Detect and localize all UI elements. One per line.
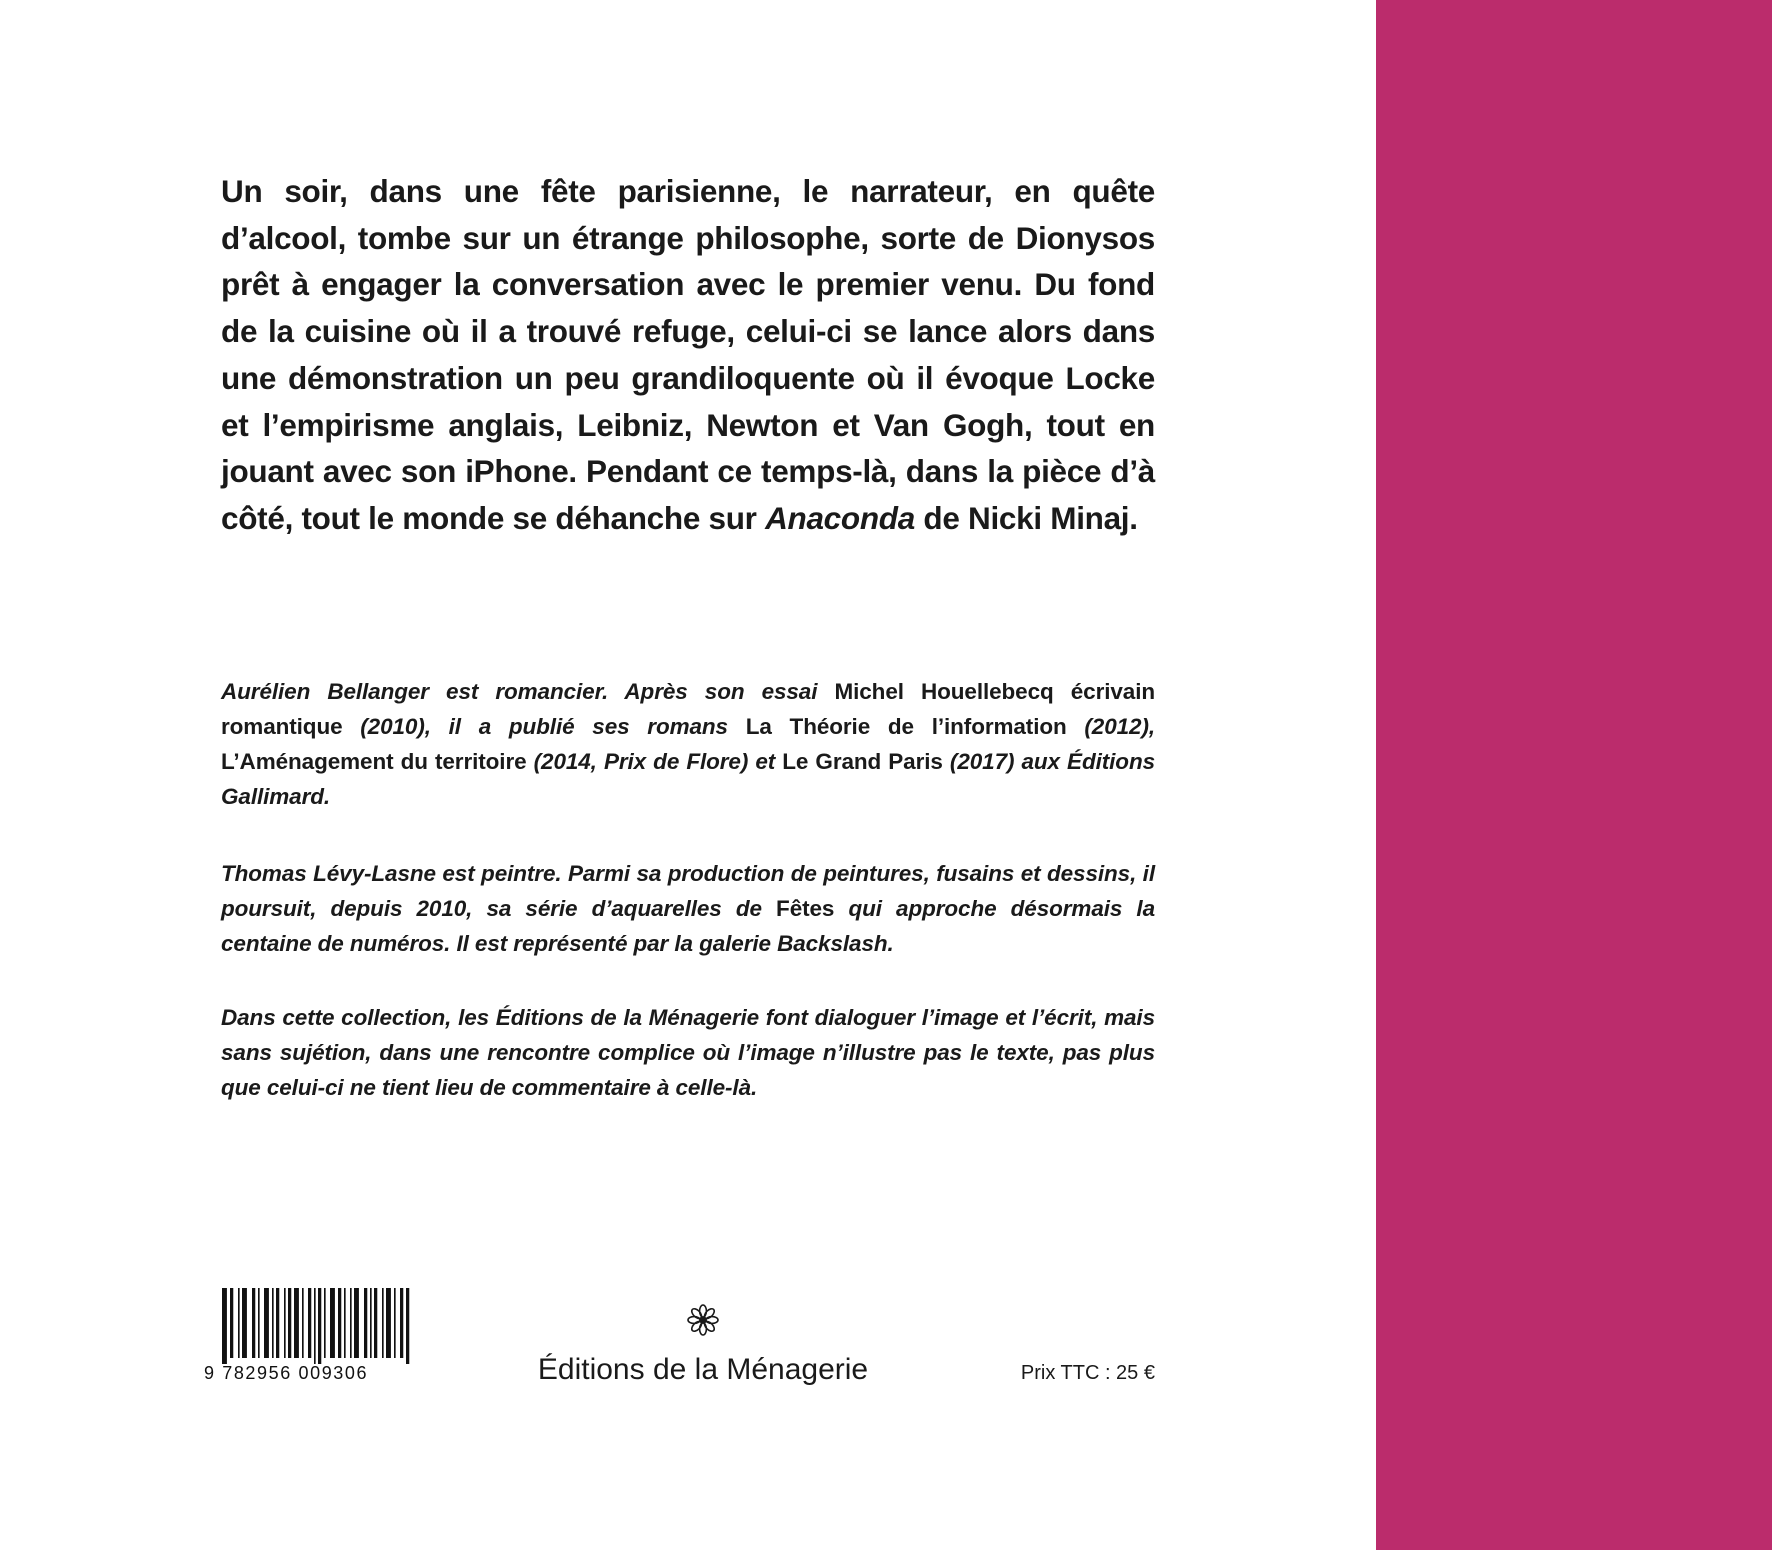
barcode-bar	[294, 1288, 299, 1358]
barcode-bar	[258, 1288, 260, 1358]
flower-ornament-icon	[686, 1303, 720, 1337]
barcode-bar	[374, 1288, 377, 1358]
barcode-bar	[400, 1288, 403, 1358]
barcode-bar	[406, 1288, 409, 1364]
painter-bio-text: Thomas Lévy-Lasne est peintre. Parmi sa production de peintures, fusains et dessins, il poursuit, depuis 2010, sa série d’aquarelles de	[221, 861, 1155, 921]
barcode-bar	[284, 1288, 286, 1358]
price-label: Prix TTC : 25 €	[1020, 1362, 1155, 1384]
author-book-title: Le Grand Paris	[782, 749, 943, 774]
author-bio-text: (2014, Prix de Flore) et	[526, 749, 783, 774]
barcode-bar	[354, 1288, 359, 1358]
barcode-bar	[344, 1288, 346, 1358]
painter-bio	[221, 856, 1155, 961]
barcode-bar	[330, 1288, 335, 1358]
barcode-bar	[370, 1288, 372, 1358]
barcode-bar	[386, 1288, 391, 1358]
barcode-bar	[242, 1288, 247, 1358]
collection-note	[221, 1000, 1155, 1105]
barcode-bar	[272, 1288, 274, 1358]
barcode-bar	[222, 1288, 227, 1364]
barcode-bar	[338, 1288, 341, 1358]
barcode-bar	[308, 1288, 311, 1358]
author-book-title: Michel Houellebecq écrivain romantique	[221, 679, 1156, 739]
painter-series-title: Fêtes	[776, 896, 835, 921]
author-book-title: La Théorie de l’information	[745, 714, 1067, 739]
barcode-bar	[324, 1288, 326, 1358]
barcode-bar	[264, 1288, 269, 1358]
blurb-lead: Un soir, dans une fête parisienne, le narrateur, en quête d’alcool, tombe sur un étrange philosophe, sorte de Dionysos prêt à engager la conversation avec le premier venu. Du fond de la cuisine où il a trouvé refuge, celui-ci se lance alors dans une démonstration un peu grandiloquente où il évoque Locke et l’empirisme anglais, Leibniz, Newton et Van Gogh, tout en jouant avec son iPhone. Pendant ce temps-là, dans la pièce d’à côté, tout le monde se déhanche sur	[221, 173, 1155, 536]
barcode-bar	[288, 1288, 291, 1358]
painter-bio-end: qui approche désormais la centaine de numéros. Il est représenté par la galerie Backslash.	[221, 896, 1155, 956]
author-bio-end: (2017) aux Éditions Gallimard.	[221, 749, 1155, 809]
barcode-bar	[276, 1288, 279, 1358]
barcode-bar	[314, 1288, 316, 1364]
barcode-bar	[238, 1288, 240, 1358]
author-bio	[221, 674, 1155, 814]
barcode-bar	[252, 1288, 255, 1358]
publisher-name: Éditions de la Ménagerie	[537, 1353, 869, 1386]
magenta-band	[1376, 0, 1772, 1550]
barcode-bar	[302, 1288, 304, 1358]
author-bio-intro: Aurélien Bellanger est romancier. Après son essai	[221, 679, 835, 704]
barcode-bar	[364, 1288, 367, 1358]
author-book-title: L’Aménagement du territoire	[221, 749, 527, 774]
barcode-bar	[394, 1288, 396, 1358]
author-bio-text: (2010), il a publié ses romans	[342, 714, 746, 739]
barcode-bar	[350, 1288, 352, 1358]
blurb-tail: de Nicki Minaj.	[914, 499, 1138, 536]
isbn-digits: 9 782956 009306	[204, 1363, 369, 1383]
barcode-bar	[382, 1288, 384, 1358]
blurb-paragraph	[221, 168, 1155, 542]
blurb-song-title: Anaconda	[765, 499, 915, 536]
barcode-bar	[230, 1288, 233, 1358]
author-bio-text: (2012),	[1066, 714, 1156, 739]
barcode-bar	[318, 1288, 321, 1364]
collection-note-text: Dans cette collection, les Éditions de la Ménagerie font dialoguer l’image et l’écrit, mais sans sujétion, dans une rencontre complice où l’image n’illustre pas le texte, pas plus que celui-ci ne tient lieu de commentaire à celle-là.	[221, 1005, 1155, 1100]
